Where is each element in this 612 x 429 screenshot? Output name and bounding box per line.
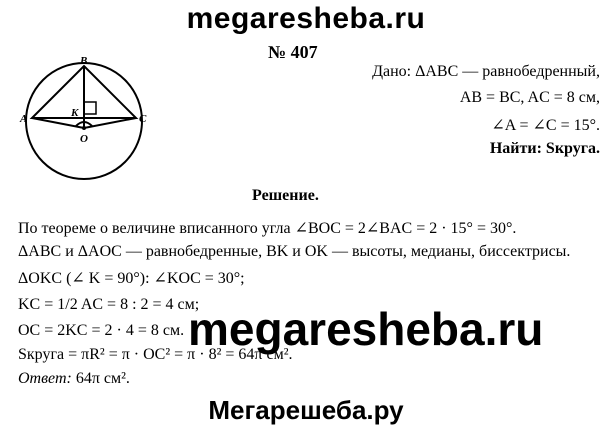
watermark-middle: megaresheba.ru xyxy=(188,303,544,355)
solution-line-2: ΔABC и ΔAOC — равнобедренные, BK и OK — высоты, медианы, биссектрисы. xyxy=(18,243,571,260)
label-c: C xyxy=(139,113,147,125)
answer-value: 64π см². xyxy=(75,370,130,387)
given-line-3: ∠A = ∠C = 15°. xyxy=(491,117,600,134)
answer-line xyxy=(18,370,130,388)
solution-line-6: Sкруга = πR² = π · OC² = π · 8² = 64π см². xyxy=(18,346,293,363)
segment-ao xyxy=(32,118,84,128)
solution-line-5: OC = 2KC = 2 · 4 = 8 см. xyxy=(18,322,185,339)
solution-line-3: ΔOKC (∠ K = 90°): ∠KOC = 30°; xyxy=(18,270,245,287)
label-b: B xyxy=(80,55,88,67)
right-angle-mark xyxy=(84,102,96,114)
segment-co xyxy=(84,118,136,128)
solution-line-4: KC = 1/2 AC = 8 : 2 = 4 см; xyxy=(18,296,200,313)
problem-number: № 407 xyxy=(268,42,318,62)
given-line-2: AB = BC, AC = 8 см, xyxy=(459,89,600,106)
geometry-figure xyxy=(20,55,194,186)
find-line: Найти: Sкруга. xyxy=(489,140,600,157)
given-line-1: Дано: ΔABC — равнобедренный, xyxy=(372,63,600,80)
answer-label: Ответ: xyxy=(18,370,72,387)
solution-line-1: По теореме о величине вписанного угла ∠BOC = 2∠BAC = 2 · 15° = 30°. xyxy=(18,220,517,237)
label-a: A xyxy=(20,113,28,125)
watermark-top: megaresheba.ru xyxy=(186,2,426,35)
watermark-bottom: Мегарешеба.ру xyxy=(208,395,404,425)
solution-title: Решение. xyxy=(252,187,319,204)
label-k: K xyxy=(71,107,79,119)
center-point xyxy=(82,126,86,130)
label-o: O xyxy=(80,133,88,145)
